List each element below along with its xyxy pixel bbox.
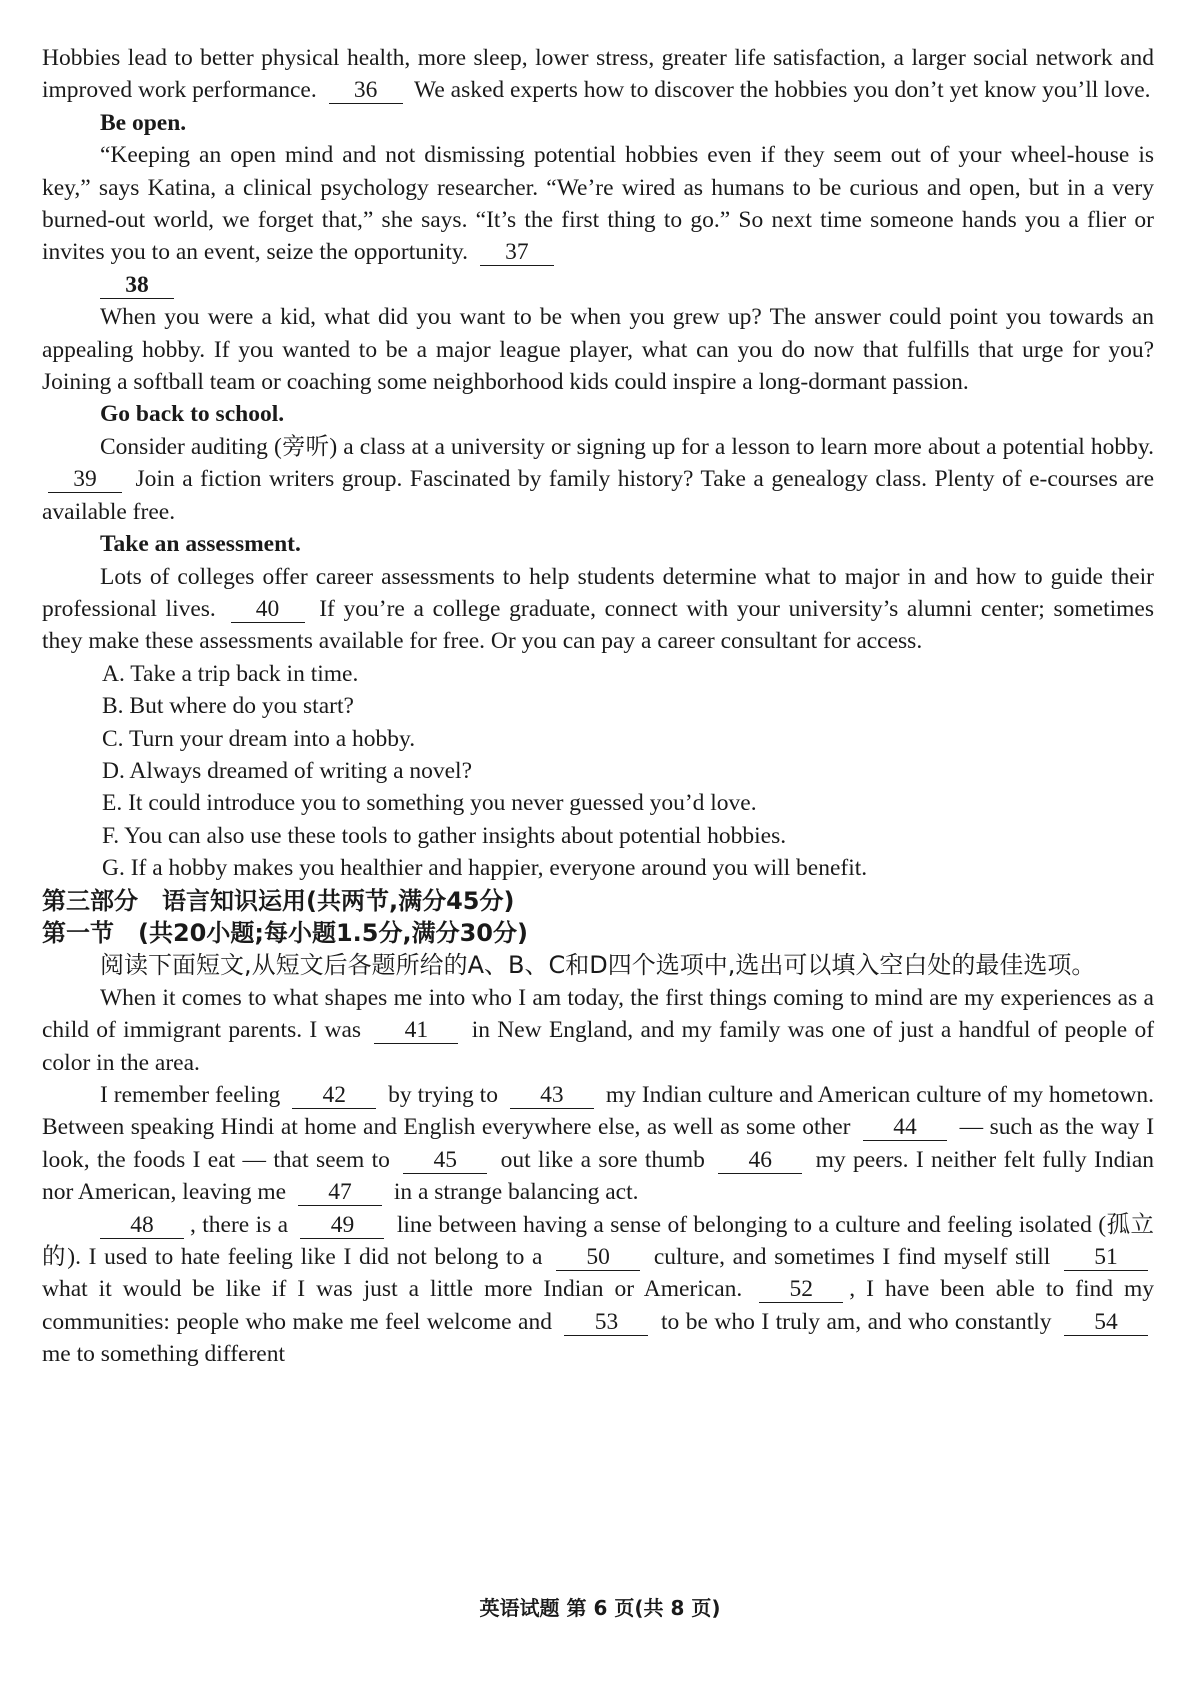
cloze-text: by trying to bbox=[388, 1082, 498, 1108]
option-f: F. You can also use these tools to gather insights about potential hobbies. bbox=[102, 822, 787, 849]
cloze-text: out like a sore thumb bbox=[500, 1146, 705, 1173]
cloze-text: , I have been able to find my communities: people who make me feel welcome and bbox=[42, 1276, 1155, 1335]
cloze-text: line between having a sense of belonging to a culture and feeling isolated (孤立的). I used to hate feeling like I did not belong to a bbox=[42, 1211, 1155, 1271]
heading-go-back-to-school: Go back to school. bbox=[100, 401, 285, 428]
option-d: D. Always dreamed of writing a novel? bbox=[102, 757, 473, 784]
blank-48: 48 bbox=[100, 1213, 184, 1239]
blank-54: 54 bbox=[1064, 1310, 1148, 1336]
cloze-text: When it comes to what shapes me into who I am today, the first things coming to mind are my experiences as a child of immigrant parents. I was bbox=[42, 984, 1154, 1044]
blank-42: 42 bbox=[292, 1083, 376, 1109]
heading-38 bbox=[42, 269, 1154, 301]
assessment-text-after: If you’re a college graduate, connect with your university’s alumni center; sometimes they make these assessments available for free. Or you can pay a career consultant for access. bbox=[42, 595, 1155, 655]
section-38-paragraph: When you were a kid, what did you want to be when you grew up? The answer could point you towards an appealing hobby. If you wanted to be a major league player, what can you do now that fulfills that urge for you? Joining a softball team or coaching some neighborhood kids could inspire a long-dormant passion. bbox=[42, 304, 1154, 396]
cloze-text: in New England, and my family was one of just a handful of people of color in the area. bbox=[42, 1017, 1155, 1076]
option-c: C. Turn your dream into a hobby. bbox=[102, 725, 416, 752]
assessment-paragraph bbox=[42, 561, 1154, 658]
cloze-text: what it would be like if I was just a little more Indian or American. bbox=[42, 1276, 743, 1303]
cloze-paragraph-1 bbox=[42, 982, 1154, 1079]
blank-53: 53 bbox=[564, 1310, 648, 1336]
part3-title: 第三部分 语言知识运用(共两节,满分45分) bbox=[42, 886, 515, 915]
blank-50: 50 bbox=[556, 1245, 640, 1271]
blank-40: 40 bbox=[231, 597, 305, 623]
page-content bbox=[42, 42, 1154, 1371]
blank-49: 49 bbox=[300, 1213, 384, 1239]
cloze-paragraph-3 bbox=[42, 1209, 1154, 1371]
blank-45: 45 bbox=[403, 1148, 487, 1174]
cloze-text: to be who I truly am, and who constantly bbox=[660, 1308, 1052, 1335]
heading-be-open: Be open. bbox=[100, 109, 187, 136]
blank-46: 46 bbox=[718, 1148, 802, 1174]
intro-text: Hobbies lead to better physical health, more sleep, lower stress, greater life satisfaction, a larger social network and improved work performance. bbox=[42, 45, 1154, 104]
cloze-text: my peers. I neither felt fully Indian nor American, leaving me bbox=[42, 1146, 1155, 1206]
blank-39: 39 bbox=[48, 467, 122, 493]
blank-41: 41 bbox=[374, 1018, 458, 1044]
blank-52: 52 bbox=[759, 1277, 843, 1303]
cloze-text: me to something different bbox=[42, 1341, 285, 1368]
intro-paragraph bbox=[42, 42, 1154, 107]
cloze-text: I remember feeling bbox=[100, 1082, 281, 1108]
blank-43: 43 bbox=[510, 1083, 594, 1109]
blank-36: 36 bbox=[329, 78, 403, 104]
blank-51: 51 bbox=[1064, 1245, 1148, 1271]
be-open-paragraph bbox=[42, 139, 1154, 269]
cloze-text: in a strange balancing act. bbox=[393, 1179, 639, 1206]
page-footer: 英语试题 第 6 页(共 8 页) bbox=[479, 1596, 721, 1620]
cloze-text: , there is a bbox=[190, 1211, 289, 1238]
cloze-instructions: 阅读下面短文,从短文后各题所给的A、B、C和D四个选项中,选出可以填入空白处的最佳选项。 bbox=[100, 951, 1096, 980]
option-e: E. It could introduce you to something you never guessed you’d love. bbox=[102, 790, 757, 817]
school-paragraph bbox=[42, 431, 1154, 528]
blank-37: 37 bbox=[480, 240, 554, 266]
option-b: B. But where do you start? bbox=[102, 693, 354, 720]
option-g: G. If a hobby makes you healthier and happier, everyone around you will benefit. bbox=[102, 855, 868, 882]
school-text: Consider auditing (旁听) a class at a university or signing up for a lesson to learn more about a potential hobby. bbox=[100, 433, 1154, 460]
assessment-text: Lots of colleges offer career assessments to help students determine what to major in and how to guide their professional lives. bbox=[42, 563, 1154, 622]
option-list bbox=[42, 658, 1154, 885]
blank-47: 47 bbox=[298, 1180, 382, 1206]
heading-take-an-assessment: Take an assessment. bbox=[100, 531, 301, 558]
cloze-text: culture, and sometimes I find myself still bbox=[653, 1244, 1051, 1271]
cloze-text: — such as the way I look, the foods I eat — that seem to bbox=[42, 1114, 1155, 1173]
blank-44: 44 bbox=[863, 1115, 947, 1141]
intro-text-after: We asked experts how to discover the hobbies you don’t yet know you’ll love. bbox=[414, 77, 1151, 104]
school-text-after: Join a fiction writers group. Fascinated by family history? Take a genealogy class. Plenty of e-courses are available free. bbox=[42, 466, 1155, 525]
cloze-text: my Indian culture and American culture of my hometown. Between speaking Hindi at home and English everywhere else, as well as some other bbox=[42, 1082, 1155, 1141]
blank-38: 38 bbox=[100, 273, 174, 299]
cloze-paragraph-2 bbox=[42, 1079, 1154, 1209]
be-open-text: “Keeping an open mind and not dismissing potential hobbies even if they seem out of your wheel-house is key,” says Katina, a clinical psychology researcher. “We’re wired as humans to be curious and open, but in a very burned-out world, we forget that,” she says. “It’s the first thing to go.” So next time someone hands you a flier or invites you to an event, seize the opportunity. bbox=[42, 142, 1154, 266]
section1-title: 第一节 (共20小题;每小题1.5分,满分30分) bbox=[42, 918, 528, 947]
option-a: A. Take a trip back in time. bbox=[102, 660, 359, 687]
